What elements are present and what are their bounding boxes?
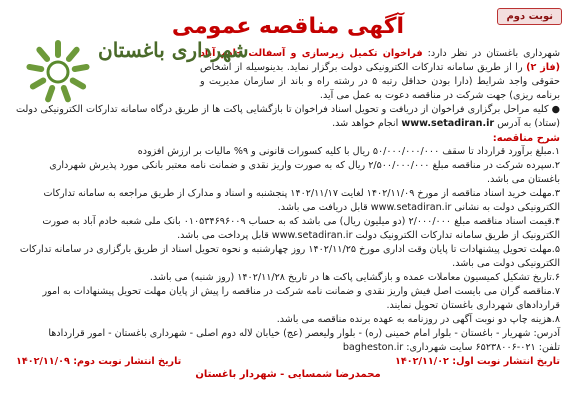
contact-phone: تلفن: ۰۲۱-۶۵۲۳۸۰۰۶ سایت شهرداری: bagheston.ir: [342, 342, 560, 353]
logo-wordmark: شهرداری باغستان: [98, 38, 249, 62]
round-badge: نوبت دوم: [497, 8, 562, 25]
second-publication-date: تاریخ انتشار نوبت دوم: ۱۴۰۲/۱۱/۰۹: [16, 356, 182, 367]
headline: آگهی مناقصه عمومی: [171, 14, 405, 39]
list-item: ۶.تاریخ تشکیل کمیسیون معاملات عمده و بازگشایی پاکت ها در تاریخ ۱۴۰۲/۱۱/۲۸ (روز شنبه) می باشد.: [149, 272, 560, 283]
intro-line2-end: انجام خواهد شد.: [332, 118, 402, 129]
municipality-logo-icon: [14, 30, 102, 106]
intro-after-title: را از طریق سامانه تدارکات الکترونیکی دولت برگزار نماید. بدینوسیله از اشخاص حقوقی واجد شرایط (دارا بودن حداقل رتبه ۵ در رشته راه و باند از سازمان مدیریت و برنامه ریزی) جهت شرکت در مناقصه دعوت به عمل می آید.: [200, 62, 560, 101]
first-publication-date: تاریخ انتشار نوبت اول: ۱۴۰۲/۱۱/۰۲: [395, 356, 560, 367]
contact-address: آدرس: شهریار - باغستان - بلوار امام خمینی (ره) - بلوار ولیعصر (عج) خیابان لاله دوم اصلی - شهرداری باغستان - امور قراردادها: [48, 328, 560, 339]
project-title: فراخوان تکمیل زیرسازی و آسفالت خادم آباد (فاز ۲): [200, 48, 561, 73]
publication-dates: [16, 356, 560, 367]
mayor-signature: محمدرضا شمسایی - شهردار باغستان: [195, 369, 381, 380]
terms-list: [16, 145, 560, 327]
terms-title: شرح مناقصه:: [492, 133, 560, 144]
list-item: ۴.قیمت اسناد مناقصه مبلغ ۲/۰۰۰/۰۰۰ (دو میلیون ریال) می باشد که به حساب ۰۱۰۵۳۴۶۹۶۰۰۹ بانک ملی شعبه خادم آباد به صورت الکترونیک از طریق سامانه تدارکات الکترونیک دولت www.setadiran.ir قابل پرداخت می باشد.: [42, 216, 560, 241]
list-item: ۷.مناقصه گران می بایست اصل فیش واریز نقدی و ضمانت نامه شرکت در مناقصه را پیش از پایان مهلت تحویل پیشنهادات به امور قراردادهای شهرداری باغستان تحویل نمایند.: [42, 286, 560, 311]
intro-before-title: شهرداری باغستان در نظر دارد:: [422, 48, 560, 59]
list-item: ۲.سپرده شرکت در مناقصه مبلغ ۲/۵۰۰/۰۰۰/۰۰۰ ریال که به صورت واریز نقدی و ضمانت نامه معتبر بانکی مورد پذیرش شهرداری باغستان می باشد.: [49, 160, 560, 185]
intro-line2: ● کلیه مراحل برگزاری فراخوان از دریافت و تحویل اسناد فراخوان تا بازگشایی پاکت ها از طریق درگاه سامانه تدارکات الکترونیکی دولت (ستاد) به آدرس: [16, 104, 560, 129]
setad-link[interactable]: www.setadiran.ir: [401, 118, 495, 129]
list-item: ۳.مهلت خرید اسناد مناقصه از مورخ ۱۴۰۲/۱۱/۰۹ لغایت ۱۴۰۲/۱۱/۱۷ پنجشنبه و اسناد و مدارک از طریق مراجعه به سامانه تدارکات الکترونیکی دولت به نشانی www.setadiran.ir قابل دریافت می باشد.: [43, 188, 560, 213]
list-item: ۸.هزینه چاپ دو نوبت آگهی در روزنامه به عهده برنده مناقصه می باشد.: [276, 314, 560, 325]
list-item: ۱.مبلغ برآورد قرارداد تا سقف ۵۰/۰۰۰/۰۰۰/۰۰۰ ریال با کلیه کسورات قانونی و ۹% مالیات بر ارزش افزوده: [137, 146, 560, 157]
list-item: ۵.مهلت تحویل پیشنهادات تا پایان وقت اداری مورخ ۱۴۰۲/۱۱/۲۵ روز چهارشنبه و نحوه تحویل اسناد از طریق بارگزاری در سامانه تدارکات الکترونیکی دولت می باشد.: [19, 244, 560, 269]
